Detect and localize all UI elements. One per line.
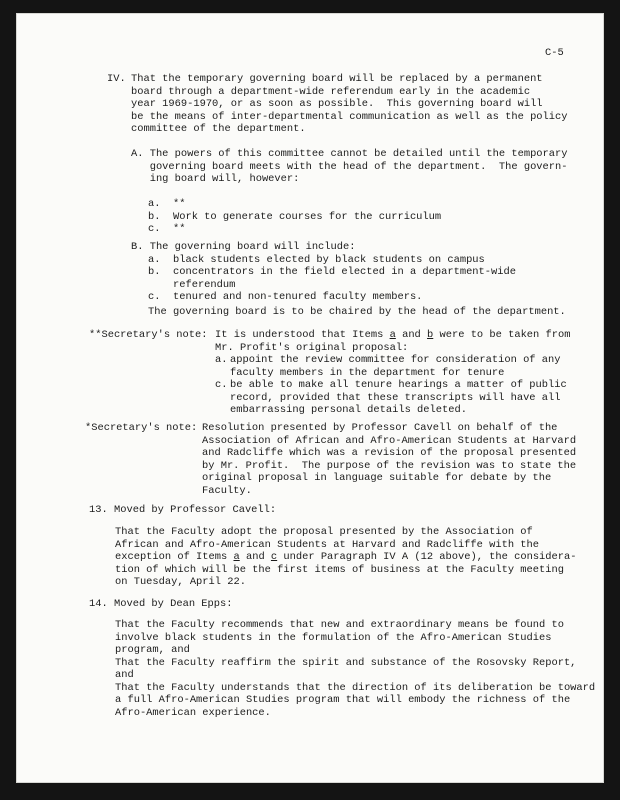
subsection-a-line: governing board meets with the head of the department. The govern-	[131, 160, 568, 173]
page-number: C-5	[545, 47, 564, 59]
item-iv-line: That the temporary governing board will be replaced by a permanent	[131, 73, 543, 85]
motion-number: 14.	[89, 598, 108, 610]
motion-heading: Moved by Professor Cavell:	[114, 504, 277, 516]
item-iv-number: IV.	[107, 73, 126, 85]
motion-line: That the Faculty adopt the proposal presented by the Association of	[115, 526, 533, 538]
secretary-note-line: original proposal in language suitable for debate by the	[202, 472, 552, 484]
list-item: **	[173, 223, 186, 235]
subsection-a-line: A. The powers of this committee cannot be detailed until the temporary	[131, 148, 568, 160]
motion-line: That the Faculty understands that the direction of its deliberation be toward	[115, 681, 596, 694]
secretary-note-line: and Radcliffe which was a revision of the proposal presented	[202, 447, 577, 459]
list-item: appoint the review committee for consideration of any	[230, 354, 561, 366]
secretary-note-line: Association of African and Afro-American Students at Harvard	[202, 434, 577, 447]
motion-number: 13.	[89, 504, 108, 516]
motion-line: exception of Items a and c under Paragraph IV A (12 above), the considera-	[115, 551, 577, 563]
chair-line: The governing board is to be chaired by the head of the department.	[148, 306, 566, 318]
secretary-note-label: *Secretary's note:	[85, 422, 198, 434]
secretary-note-line: Resolution presented by Professor Cavell on behalf of the	[202, 422, 558, 434]
motion-line: involve black students in the formulation of the Afro-American Studies	[115, 631, 552, 644]
list-item: faculty members in the department for tenure	[230, 366, 505, 379]
list-item: be able to make all tenure hearings a matter of public	[230, 379, 567, 391]
motion-line: program, and	[115, 644, 190, 656]
motion-heading: Moved by Dean Epps:	[114, 598, 233, 610]
list-item: embarrassing personal details deleted.	[230, 404, 467, 416]
list-item: **	[173, 198, 186, 210]
secretary-note-line: Mr. Profit's original proposal:	[215, 341, 409, 354]
list-label: a.	[215, 354, 228, 366]
item-iv-line: be the means of inter-departmental communication as well as the policy	[131, 110, 568, 123]
list-label: b.	[148, 210, 161, 223]
secretary-note-line: Faculty.	[202, 484, 252, 497]
motion-line: on Tuesday, April 22.	[115, 576, 246, 588]
list-item: tenured and non-tenured faculty members.	[173, 291, 423, 303]
document-page	[16, 13, 604, 783]
secretary-note-line: by Mr. Profit. The purpose of the revision was to state the	[202, 459, 577, 472]
list-item: black students elected by black students on campus	[173, 253, 485, 266]
secretary-note-line: It is understood that Items a and b were to be taken from	[215, 329, 571, 341]
motion-line: Afro-American experience.	[115, 706, 271, 719]
item-iv-line: year 1969-1970, or as soon as possible. This governing board will	[131, 98, 543, 110]
list-item: referendum	[173, 278, 236, 291]
motion-line: That the Faculty recommends that new and extraordinary means be found to	[115, 619, 564, 631]
item-iv-line: board through a department-wide referendum early in the academic	[131, 85, 531, 98]
motion-line: That the Faculty reaffirm the spirit and substance of the Rosovsky Report,	[115, 656, 577, 669]
list-label: a.	[148, 253, 161, 266]
motion-line: and	[115, 669, 134, 681]
motion-line: a full Afro-American Studies program that will embody the richness of the	[115, 694, 571, 706]
list-label: c.	[148, 223, 161, 235]
secretary-note-label: **Secretary's note:	[89, 329, 208, 341]
list-label: c.	[215, 379, 228, 391]
list-item: concentrators in the field elected in a department-wide	[173, 266, 516, 278]
list-label: b.	[148, 266, 161, 278]
motion-line: African and Afro-American Students at Harvard and Radcliffe with the	[115, 538, 540, 551]
list-item: Work to generate courses for the curriculum	[173, 210, 442, 223]
motion-line: tion of which will be the first items of business at the Faculty meeting	[115, 563, 564, 576]
subsection-b-heading: B. The governing board will include:	[131, 241, 356, 253]
subsection-a-line: ing board will, however:	[131, 173, 300, 185]
item-iv-line: committee of the department.	[131, 123, 306, 135]
list-label: a.	[148, 198, 161, 210]
list-label: c.	[148, 291, 161, 303]
list-item: record, provided that these transcripts will have all	[230, 391, 561, 404]
